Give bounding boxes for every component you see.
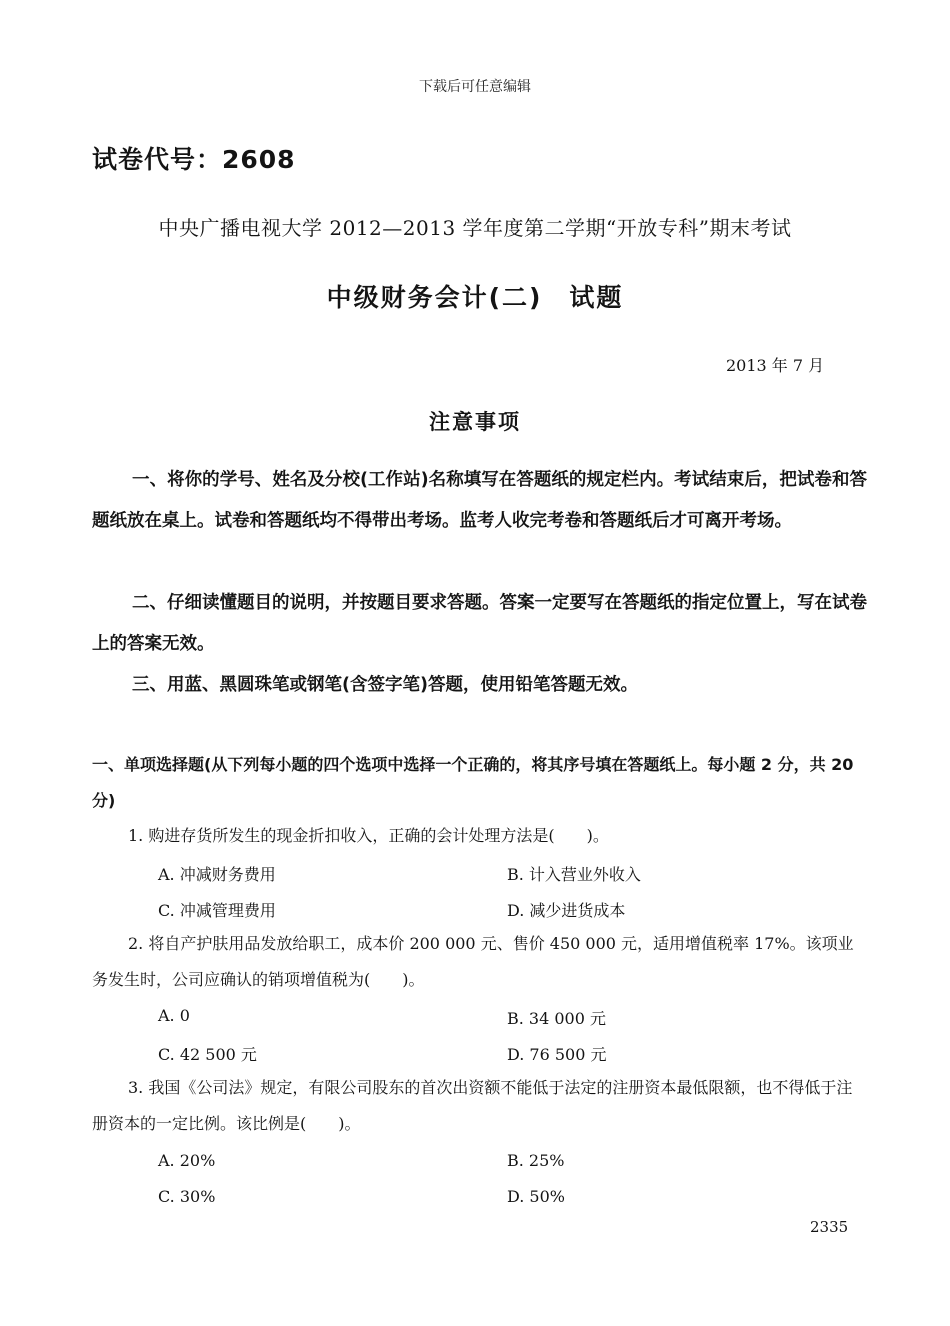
question-1-option-d: D. 减少进货成本 [507, 901, 626, 920]
question-1-stem [92, 818, 867, 854]
exam-date: 2013 年 7 月 [726, 356, 825, 375]
paper-code: 试卷代号：2608 [92, 145, 296, 174]
question-2-stem [92, 926, 867, 998]
question-1-option-c: C. 冲减管理费用 [158, 901, 276, 920]
exam-name: 中央广播电视大学 2012—2013 学年度第二学期“开放专科”期末考试 [158, 216, 792, 240]
question-2-stem-text: 2. 将自产护肤用品发放给职工，成本价 200 000 元、售价 450 000 元，适用增值税率 17%。该项业务发生时，公司应确认的销项增值税为( )。 [92, 934, 854, 989]
notice-item-3-text: 三、用蓝、黑圆珠笔或钢笔(含签字笔)答题，使用铅笔答题无效。 [132, 675, 638, 695]
question-1-option-b: B. 计入营业外收入 [507, 865, 641, 884]
section-1-heading-text: 一、单项选择题(从下列每小题的四个选项中选择一个正确的，将其序号填在答题纸上。每小题 2 分，共 20 分) [92, 755, 854, 810]
question-2-option-b: B. 34 000 元 [507, 1009, 607, 1028]
notice-item-2 [92, 583, 867, 665]
question-1-stem-text: 1. 购进存货所发生的现金折扣收入，正确的会计处理方法是( )。 [128, 826, 609, 845]
notice-item-3 [92, 665, 867, 706]
question-2-option-a: A. 0 [158, 1006, 190, 1025]
question-2-option-d: D. 76 500 元 [507, 1045, 607, 1064]
question-1-option-a: A. 冲减财务费用 [158, 865, 276, 884]
download-note: 下载后可任意编辑 [419, 79, 531, 95]
section-1-heading [92, 747, 867, 819]
notice-title: 注意事项 [429, 410, 521, 434]
page-number: 2335 [810, 1218, 849, 1236]
question-3-stem-text: 3. 我国《公司法》规定，有限公司股东的首次出资额不能低于法定的注册资本最低限额，也不得低于注册资本的一定比例。该比例是( )。 [92, 1078, 853, 1133]
notice-item-2-text: 二、仔细读懂题目的说明，并按题目要求答题。答案一定要写在答题纸的指定位置上，写在试卷上的答案无效。 [92, 593, 867, 654]
question-3-option-a: A. 20% [158, 1151, 216, 1170]
question-3-stem [92, 1070, 867, 1142]
question-2-option-c: C. 42 500 元 [158, 1045, 257, 1064]
question-3-option-c: C. 30% [158, 1187, 216, 1206]
question-3-option-d: D. 50% [507, 1187, 565, 1206]
notice-item-1-text: 一、将你的学号、姓名及分校(工作站)名称填写在答题纸的规定栏内。考试结束后，把试卷和答题纸放在桌上。试卷和答题纸均不得带出考场。监考人收完考卷和答题纸后才可离开考场。 [92, 470, 867, 531]
page-title: 中级财务会计(二) 试题 [326, 283, 624, 312]
question-3-option-b: B. 25% [507, 1151, 565, 1170]
notice-item-1 [92, 460, 867, 542]
